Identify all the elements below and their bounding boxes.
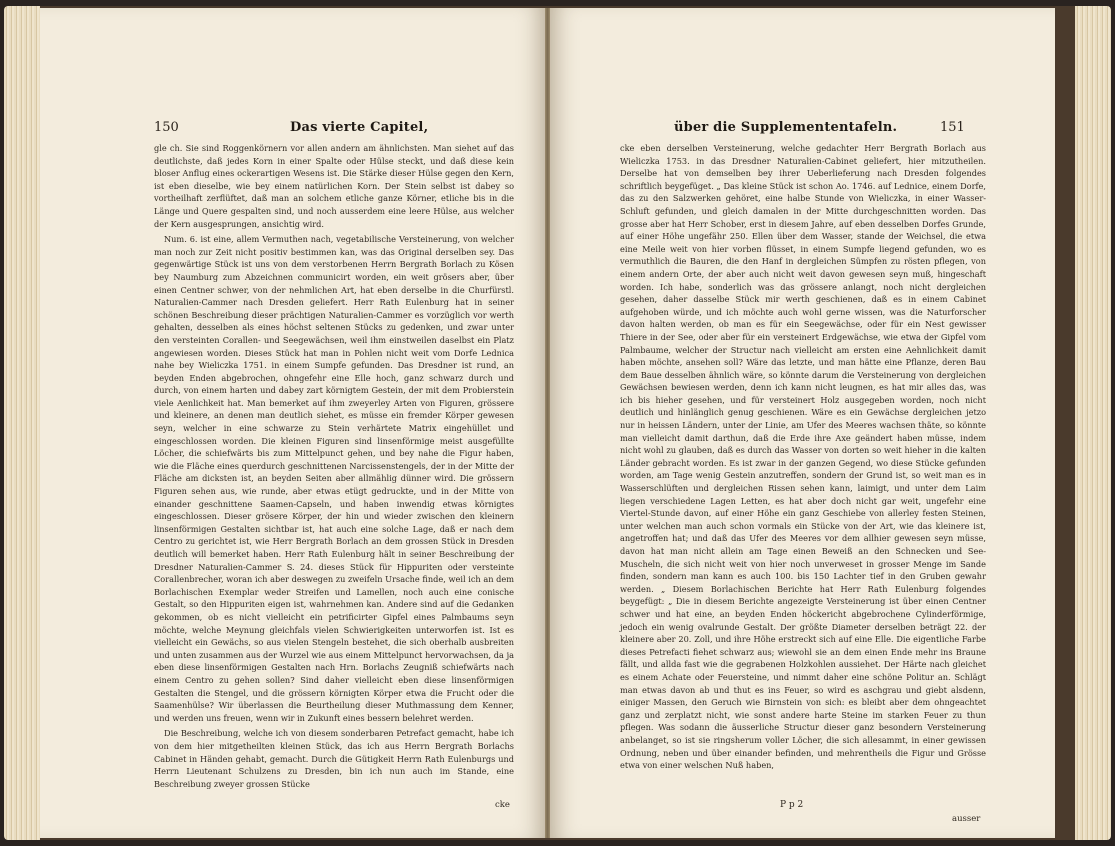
paragraph: Die Beschreibung, welche ich von diesem sonderbaren Petrefact gemacht, habe ich von dem hier mitgetheilten kleinen Stück, das ich aus Herrn Bergrath Borlachs Cabinet in Händen gehabt, gemacht. Durch die Gütigkeit Herrn Rath Eulenburgs und Herrn Lieutenant Schulzens zu Dresden, bin ich nun auch im Stande, eine Beschreibung zweyer grossen Stücke bbox=[154, 728, 514, 789]
paragraph: cke eben derselben Versteinerung, welche gedachter Herr Bergrath Borlach aus Wieliczka 1753. in das Dresdner Naturalien-Cabinet geliefert, hier mitzutheilen. Derselbe hat von demselben bey ihrer Ueberlieferung nach Dresden folgendes schriftlich beygefüget. „ Das kleine Stück ist schon Ao. 1746. auf Lednice, einem Dorfe, das zu den Salzwerken gehöret, eine halbe Stunde von Wieliczka, in einer Wasser-Schluft gefunden, und gleich damalen in der Mitte durchgeschnitten worden. Das grosse aber hat Herr Schober, erst in diesem Jahre, auf eben desselben Dorfes Grunde, auf einer Höhe ungefähr 250. Ellen über dem Wasser, stande der Weichsel, die etwa eine Meile weit von hier vorben flüsset, in einem Sumpfe liegend gefunden, wo es vermuthlich die Bauren, die den Hanf in dergleichen Sümpfen zu rösten pflegen, von einem andern Orte, der aber auch nicht weit davon gewesen seyn muß, hingeschaft worden. Ich habe, sonderlich was das grössere anlangt, noch nicht dergleichen gesehen, daher dasselbe Stück mir werth geschienen, daß es in einem Cabinet aufgehoben würde, und ich möchte auch wohl gerne wissen, was die Naturforscher davon halten werden, ob man es für ein Seegewächse, oder für ein Nest gewisser Thiere in der See, oder aber für ein versteinert Erdgewächse, wie etwa der Gipfel vom Palmbaume, welcher der Structur nach vielleicht am ersten eine Aehnlichkeit damit haben möchte, ansehen soll? Wäre das letzte, und man hätte eine Pflanze, deren Bau dem Baue desselben ähnlich wäre, so könnte darum die Versteinerung von dergleichen Gewächsen bewiesen werden, denn ich kann nicht leugnen, es hat mir alles das, was ich bis hieher gesehen, und für versteinert Holz ausgegeben worden, noch nicht deutlich und hinlänglich genug geschienen. Wäre es ein Gewächse dergleichen jetzo nur in heissen Ländern, unter der Linie, am Ufer des Meeres wachsen thäte, so könnte man vielleicht damit darthun, daß die Erde ihre Axe geändert haben müsse, indem nicht wohl zu glauben, daß es durch das Wasser von dorten so weit hieher in die kalten Länder gebracht worden. Es ist zwar in der ganzen Gegend, wo diese Stücke gefunden worden, am Tage wenig Gestein anzutreffen, sondern der Grund ist, so weit man es in Wasserschlüften und dergleichen Rissen sehen kann, laimigt, und unter dem Laim liegen verschiedene Lagen Letten, es hat aber doch nicht gar weit, ungefehr eine Viertel-Stunde davon, auf einer Höhe ein ganz Geschiebe von allerley festen Steinen, unter welchen man auch schon vormals ein Stücke von der Art, wie das kleinere ist, angetroffen hat; und daß das Ufer des Meeres vor dem allhier gewesen seyn müsse, davon hat man nicht allein am Tage einen Beweiß an den Schnecken und See-Muscheln, die sich nicht weit von hier noch unverweset in grosser Menge im Sande finden, sondern man kann es auch 100. bis 150 Lachter tief in den Gruben gewahr werden. „ Diesem Borlachischen Berichte hat Herr Rath Eulenburg folgendes beygefügt: „ Die in diesem Berichte angezeigte Versteinerung ist über einen Centner schwer und hat eine, an beyden Enden höckericht abgebrochene Cylinderförmige, jedoch ein wenig ovalrunde Gestalt. Der größte Diameter derselben beträgt 22. der kleinere aber 20. Zoll, und ihre Höhe erstreckt sich auf eine Elle. Die eigentliche Farbe dieses Petrefacti fiehet schwarz aus; wiewohl sie an dem einen Ende mehr ins Braune fällt, und allda fast wie die gegrabenen Holzkohlen aussiehet. Der Härte nach gleichet es einem Achate oder Feuersteine, und nimmt daher eine schöne Politur an. Schlägt man etwas davon ab und thut es ins Feuer, so wird es aschgrau und giebt alsdenn, einiger Massen, den Geruch wie Birnstein von sich: es bleibt aber dem ohngeachtet ganz und zerplatzt nicht, wie sonst andere harte Steine im starken Feuer zu thun pflegen. Was sodann die äusserliche Structur dieser ganz besondern Versteinerung anbelanget, so ist sie ringsherum voller Löcher, die sich allesammt, in einer gewissen Ordnung, neben und über einander befinden, und mehrentheils die Figur und Grösse etwa von einer welschen Nuß haben, bbox=[620, 143, 986, 771]
paragraph: Num. 6. ist eine, allem Vermuthen nach, vegetabilische Versteinerung, von welcher man noch zur Zeit nicht positiv bestimmen kan, was das Original derselben sey. Das gegenwärtige Stück ist uns von dem verstorbenen Herrn Bergrath Borlach zu Kösen bey Naumburg zum Abzeichnen communicirt worden, ein weit grösers aber, über einen Centner schwer, von der nehmlichen Art, hat eben derselbe in die Churfürstl. Naturalien-Cammer nach Dresden geliefert. Herr Rath Eulenburg hat in seiner schönen Beschreibung dieser prächtigen Naturalien-Cammer es vorzüglich vor werth gehalten, desselben als eines höchst seltenen Stücks zu gedenken, und zwar unter den versteinten Corallen- und Seegewächsen, weil ihm einstweilen daselbst ein Platz angewiesen worden. Dieses Stück hat man in Pohlen nicht weit vom Dorfe Lednica nahe bey Wieliczka 1751. in einem Sumpfe gefunden. Das Dresdner ist rund, an beyden Enden abgebrochen, ohngefehr eine Elle hoch, ganz schwarz durch und durch, von einem harten und dabey zart körnigtem Gestein, der mit dem Probierstein viele Aenlichkeit hat. Man bemerket auf ihm zweyerley Arten von Figuren, grössere und kleinere, an denen man deutlich siehet, es müsse ein fremder Körper gewesen seyn, welcher in eine schwarze zu Stein verhärtete Matrix eingehüllet und eingeschlossen worden. Die kleinen Figuren sind linsenförmige meist ausgefüllte Löcher, die schiefwärts bis zum Mittelpunct gehen, und bey nahe die Figur haben, wie die Fläche eines querdurch geschnittenen Narcissenstengels, der in der Mitte der Fläche am dicksten ist, an beyden Seiten aber allmählig dünner wird. Die grössern Figuren sehen aus, wie runde, aber etwas etügt gedruckte, und in der Mitte von einander geschnittene Saamen-Capseln, und haben inwendig etwas körnigtes eingeschlossen. Dieser grösere Körper, der hin und wieder zwischen den kleinern linsenförmigen Gestalten sichtbar ist, hat auch eine solche Lage, daß er nach dem Centro zu gerichtet ist, wie Herr Bergrath Borlach an dem grossen Stück in Dresden deutlich will bemerket haben. Herr Rath Eulenburg hält in seiner Beschreibung der Dresdner Naturalien-Cammer S. 24. dieses Stück für Hippuriten oder versteinte Corallenbrecher, woran ich aber deswegen zu zweifeln Ursache finde, weil ich an dem Borlachischen Exemplar weder Streifen und Lamellen, noch auch eine conische Gestalt, so den Hippuriten eigen ist, wahrnehmen kan. Andere sind auf die Gedanken gekommen, ob es nicht vielleicht ein petrificirter Gipfel eines Palmbaums seyn möchte, welche Meynung gleichfals vielen Schwierigkeiten unterworfen ist. Ist es vielleicht ein Gewächs, so aus vielen Stengeln bestehet, die sich oberhalb ausbreiten und unten zusammen aus der Wurzel wie aus einem Mittelpunct hervorwachsen, da ja eben diese linsenförmigen Gestalten nach Hrn. Borlachs Zeugniß schiefwärts nach einem Centro zu gehen sollen? Sind daher vielleicht eben diese linsenförmigen Gestalten die Stengel, und die grössern körnigten Körper etwa die Frucht oder die Saamenhülse? Wir überlassen die Beurtheilung dieser Muthmassung dem Kenner, und werden uns freuen, wenn wir in Zukunft eines bessern belehret werden. bbox=[154, 234, 514, 723]
right-page-header bbox=[550, 120, 1055, 142]
left-page bbox=[40, 8, 545, 838]
catchword: cke bbox=[495, 800, 510, 810]
page-edges-left bbox=[4, 6, 40, 840]
page-edges-right bbox=[1075, 6, 1111, 840]
signature-mark: P p 2 bbox=[780, 800, 804, 810]
catchword: ausser bbox=[952, 814, 981, 824]
right-page-body bbox=[620, 142, 986, 775]
page-number: 150 bbox=[154, 120, 179, 135]
running-head: Das vierte Capitel, bbox=[290, 120, 429, 135]
paragraph: gle ch. Sie sind Roggenkörnern vor allen andern am ähnlichsten. Man siehet auf das deutlichste, daß jedes Korn in einer Spalte oder Hülse steckt, und daß diese kein bloser Anflug eines ockerartigen Wesens ist. Die Stärke dieser Hülse gegen den Kern, ist eben dieselbe, wie bey einem natürlichen Korn. Der Stein selbst ist dabey so vortheilhaft zerflüftet, daß man an solchem etliche ganze Körner, etliche bis in die Länge und Quere gespalten sind, und noch ausserdem eine leere Hülse, aus welcher der Kern ausgesprungen, ansichtig wird. bbox=[154, 143, 514, 229]
running-head: über die Supplemententafeln. bbox=[674, 120, 898, 135]
page-number: 151 bbox=[940, 120, 965, 135]
left-page-body bbox=[154, 142, 514, 793]
left-page-header bbox=[40, 120, 545, 142]
right-page bbox=[550, 8, 1055, 838]
